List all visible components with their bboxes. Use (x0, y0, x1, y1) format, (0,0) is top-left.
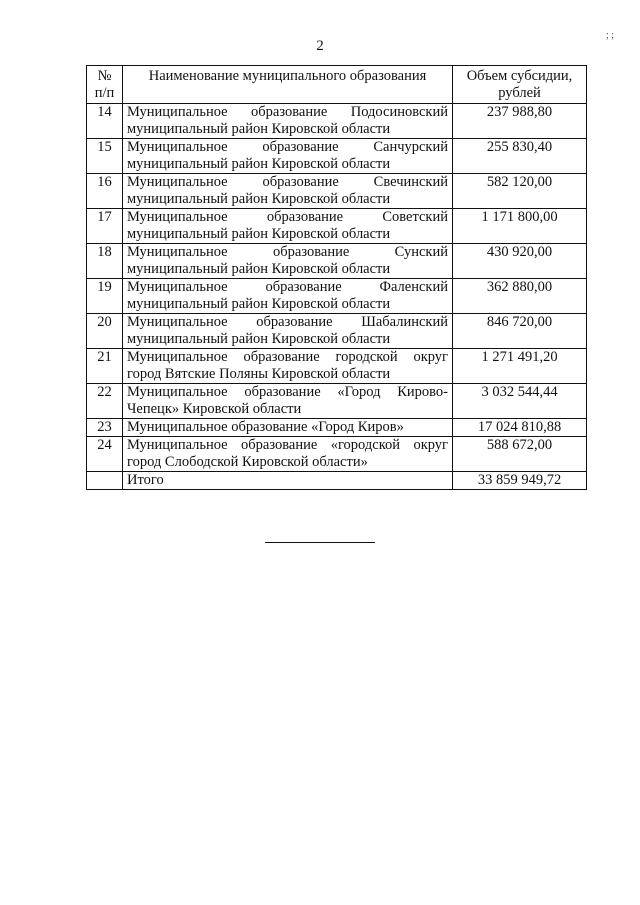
row-number: 17 (87, 209, 123, 244)
header-amount: Объем субсидии, рублей (453, 66, 587, 104)
row-municipality-name (123, 174, 453, 209)
municipality-name-line2: муниципальный район Кировской области (127, 226, 391, 242)
municipality-name-line2: муниципальный район Кировской области (127, 296, 391, 312)
municipality-name-line1: Муниципальное образование «Город Кирово- (127, 384, 448, 400)
municipality-name-line1: Муниципальное образование «городской округ (127, 437, 448, 453)
table-header-row (87, 66, 587, 104)
table-row (87, 437, 587, 472)
municipality-name-line1: Муниципальное образование Свечинский (127, 174, 448, 190)
municipality-name-line2: муниципальный район Кировской области (127, 261, 391, 277)
row-municipality-name (123, 209, 453, 244)
table-body (87, 104, 587, 490)
margin-mark: ; ; (606, 30, 615, 41)
row-subsidy-amount: 1 271 491,20 (453, 349, 587, 384)
municipality-name-line1: Муниципальное образование «Город Киров» (127, 419, 404, 435)
total-row (87, 472, 587, 490)
row-number: 14 (87, 104, 123, 139)
table-row (87, 419, 587, 437)
row-municipality-name (123, 279, 453, 314)
row-municipality-name (123, 244, 453, 279)
row-number: 24 (87, 437, 123, 472)
municipality-name-line2: Чепецк» Кировской области (127, 401, 302, 417)
row-number: 19 (87, 279, 123, 314)
row-number: 16 (87, 174, 123, 209)
municipality-name-line1: Муниципальное образование Шабалинский (127, 314, 448, 330)
subsidy-table (86, 65, 587, 490)
table-row (87, 384, 587, 419)
table-row (87, 279, 587, 314)
municipality-name-line1: Муниципальное образование городской округ (127, 349, 448, 365)
municipality-name-line1: Муниципальное образование Советский (127, 209, 448, 225)
municipality-name-line1: Муниципальное образование Сунский (127, 244, 448, 260)
header-num: № п/п (87, 66, 123, 104)
row-municipality-name (123, 384, 453, 419)
row-subsidy-amount: 237 988,80 (453, 104, 587, 139)
row-municipality-name (123, 139, 453, 174)
row-number: 20 (87, 314, 123, 349)
table-row (87, 139, 587, 174)
row-municipality-name (123, 314, 453, 349)
municipality-name-line2: город Вятские Поляны Кировской области (127, 366, 391, 382)
row-subsidy-amount: 3 032 544,44 (453, 384, 587, 419)
row-subsidy-amount: 430 920,00 (453, 244, 587, 279)
row-number: 23 (87, 419, 123, 437)
row-municipality-name (123, 104, 453, 139)
table-row (87, 244, 587, 279)
row-subsidy-amount: 1 171 800,00 (453, 209, 587, 244)
row-subsidy-amount: 255 830,40 (453, 139, 587, 174)
municipality-name-line2: муниципальный район Кировской области (127, 191, 391, 207)
municipality-name-line2: муниципальный район Кировской области (127, 156, 391, 172)
row-subsidy-amount: 588 672,00 (453, 437, 587, 472)
row-subsidy-amount: 582 120,00 (453, 174, 587, 209)
municipality-name-line1: Муниципальное образование Фаленский (127, 279, 448, 295)
row-number: 22 (87, 384, 123, 419)
row-municipality-name (123, 419, 453, 437)
header-name: Наименование муниципального образования (123, 66, 453, 104)
table-row (87, 209, 587, 244)
total-amount: 33 859 949,72 (453, 472, 587, 490)
municipality-name-line1: Муниципальное образование Подосиновский (127, 104, 448, 120)
municipality-name-line2: город Слободской Кировской области» (127, 454, 368, 470)
page-number: 2 (316, 38, 324, 54)
table-row (87, 349, 587, 384)
total-num-cell (87, 472, 123, 490)
row-subsidy-amount: 846 720,00 (453, 314, 587, 349)
table-row (87, 314, 587, 349)
row-number: 18 (87, 244, 123, 279)
municipality-name-line1: Муниципальное образование Санчурский (127, 139, 448, 155)
row-subsidy-amount: 362 880,00 (453, 279, 587, 314)
table-row (87, 174, 587, 209)
total-label: Итого (123, 472, 453, 490)
municipality-name-line2: муниципальный район Кировской области (127, 331, 391, 347)
row-subsidy-amount: 17 024 810,88 (453, 419, 587, 437)
end-rule (265, 542, 375, 543)
row-municipality-name (123, 437, 453, 472)
row-number: 15 (87, 139, 123, 174)
row-municipality-name (123, 349, 453, 384)
row-number: 21 (87, 349, 123, 384)
municipality-name-line2: муниципальный район Кировской области (127, 121, 391, 137)
table-row (87, 104, 587, 139)
